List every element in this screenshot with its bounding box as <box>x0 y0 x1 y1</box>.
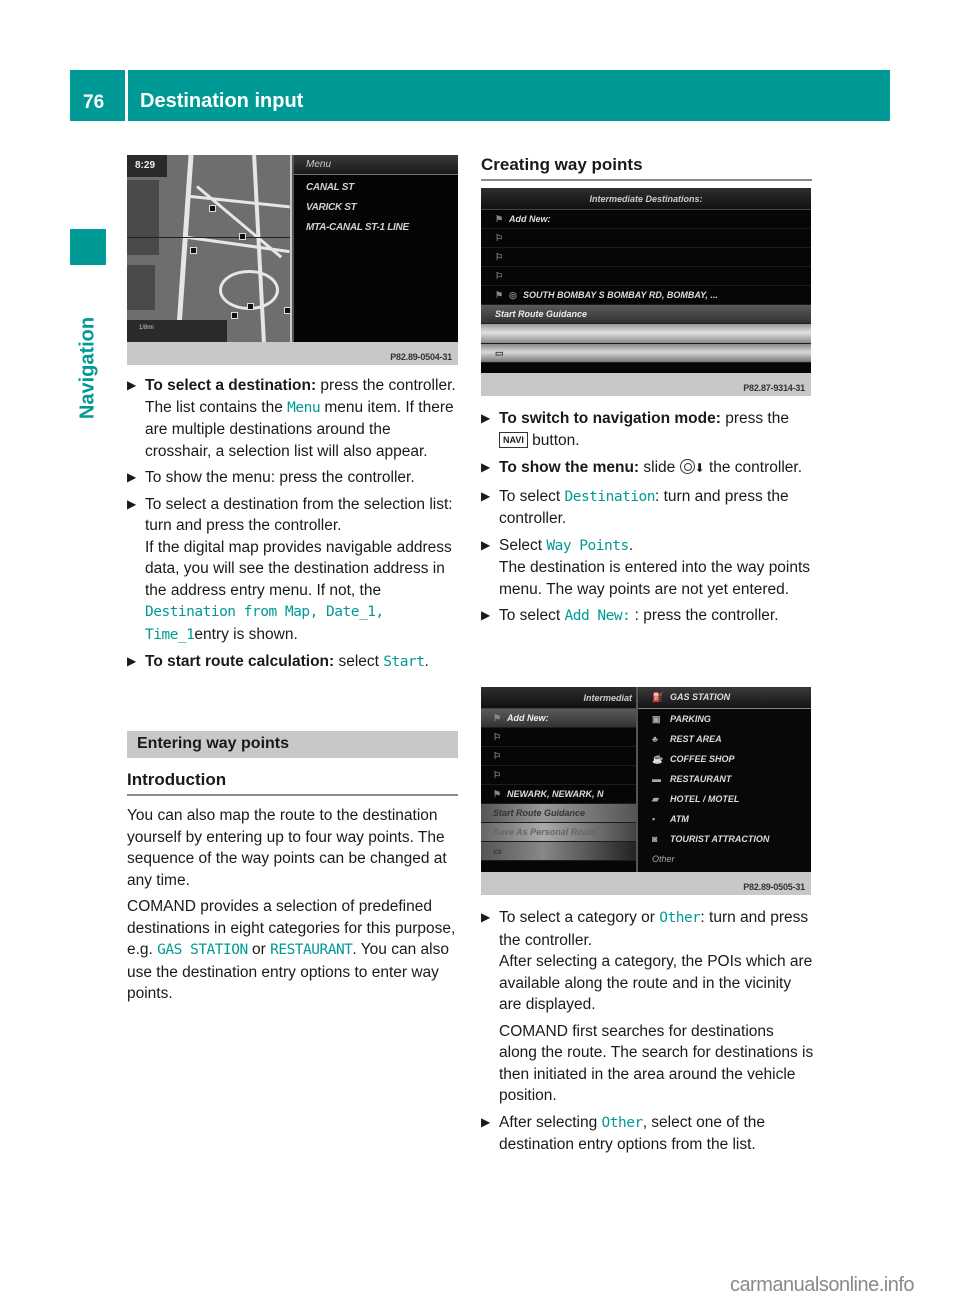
category-parking[interactable] <box>638 709 811 729</box>
instruction-step <box>481 605 814 628</box>
category-label: COFFEE SHOP <box>670 754 735 764</box>
instruction-step <box>127 375 460 462</box>
atm-icon: ▪ <box>652 814 656 824</box>
waypoint-icon: ⚐ <box>493 770 502 780</box>
left-column-steps <box>127 375 460 679</box>
instruction-step <box>481 907 814 1107</box>
category-label: REST AREA <box>670 734 722 744</box>
step-text: : press the controller. <box>630 607 779 624</box>
category-label: HOTEL / MOTEL <box>670 794 740 804</box>
waypoint-icon: ⚐ <box>493 751 502 761</box>
bullet-arrow-icon: ▶ <box>481 460 491 474</box>
step-detail: The destination is entered into the way points menu. The way points are not yet entered. <box>499 559 811 598</box>
step-text: , select one of the destination entry options from the list. <box>499 1113 766 1153</box>
bed-icon: ▰ <box>652 794 659 804</box>
screen-title: Intermediat <box>481 687 636 709</box>
step-text: . <box>628 536 634 554</box>
bullet-arrow-icon: ▶ <box>127 470 137 484</box>
intermediate-destinations-screenshot <box>481 188 811 396</box>
page-number: 76 <box>83 92 105 113</box>
step-text: To select a destination from the selection list: turn and press the controller. <box>145 495 453 534</box>
bullet-arrow-icon: ▶ <box>481 488 491 503</box>
watermark[interactable]: carmanualsonline.info <box>729 1274 914 1296</box>
step-text: press the controller. <box>316 377 456 394</box>
step-detail: COMAND first searches for destinations along the route. The search for destinations is then initiated in the area around the vehicle position. <box>499 1022 814 1104</box>
row-label: Start Route Guidance <box>493 808 586 818</box>
bullet-arrow-icon: ▶ <box>127 654 137 668</box>
instruction-step <box>481 457 814 480</box>
row-label: Save As Personal Route <box>493 827 597 837</box>
figure-code: P82.89-0504-31 <box>390 352 452 362</box>
step-label: To switch to navigation mode: <box>499 410 721 427</box>
destination-icon: ◎ <box>509 290 517 300</box>
paragraph: You can also map the route to the destination yourself by entering up to four way points. The sequence of the way points can be changed at any time. <box>127 807 447 889</box>
row-label: Start Route Guidance <box>495 309 588 319</box>
coffee-cup-icon: ☕ <box>652 754 664 764</box>
add-new-row[interactable] <box>481 709 636 728</box>
menu-item[interactable]: VARICK ST <box>306 202 357 213</box>
gas-pump-icon: ⛽ <box>652 692 664 702</box>
map-scale <box>127 320 227 342</box>
map-screenshot <box>127 155 458 365</box>
section-tab-marker <box>70 229 106 265</box>
menu-item[interactable]: MTA-CANAL ST-1 LINE <box>306 222 409 233</box>
category-label: GAS STATION <box>670 692 731 702</box>
step-text: To select <box>499 487 565 505</box>
waypoint-add-icon: ⚑ <box>493 713 502 723</box>
poi-categories-screenshot <box>481 687 811 895</box>
clock: 8:29 <box>127 155 167 177</box>
category-gas-station[interactable] <box>638 687 811 709</box>
save-personal-route-row[interactable] <box>481 823 636 842</box>
poi-icon <box>231 312 238 319</box>
instruction-step <box>127 467 460 489</box>
category-coffee-shop[interactable] <box>638 749 811 769</box>
display-term: Add New: <box>564 608 631 624</box>
bullet-arrow-icon: ▶ <box>481 1114 491 1129</box>
waypoint-add-icon: ⚑ <box>495 214 504 224</box>
poi-icon <box>284 307 290 314</box>
waypoint-icon: ⚐ <box>495 252 504 262</box>
page-title: Destination input <box>140 90 304 112</box>
navi-button-icon: NAVI <box>499 432 528 448</box>
category-rest-area[interactable] <box>638 729 811 749</box>
category-other[interactable] <box>638 849 811 869</box>
map-menu-panel <box>292 155 458 342</box>
section-tab-label: Navigation <box>76 316 99 420</box>
category-label: PARKING <box>670 714 711 724</box>
display-term: RESTAURANT <box>270 942 353 958</box>
step-text: : turn and press the controller. <box>499 487 789 527</box>
display-term: Destination from Map, Date_1, Time_1 <box>145 604 384 643</box>
waypoint-row[interactable] <box>481 229 811 248</box>
waypoint-row[interactable] <box>481 747 636 766</box>
figure-code: P82.87-9314-31 <box>743 383 805 393</box>
row-label: Add New: <box>509 214 551 224</box>
right-column-steps-lower <box>481 907 814 1161</box>
intro-text <box>127 805 460 1010</box>
folder-row[interactable] <box>481 344 811 363</box>
intermediate-destinations-screen <box>481 687 636 872</box>
category-label: RESTAURANT <box>670 774 732 784</box>
bullet-arrow-icon: ▶ <box>127 496 137 511</box>
waypoint-row[interactable] <box>481 248 811 267</box>
section-heading: Entering way points <box>127 731 458 758</box>
category-atm[interactable] <box>638 809 811 829</box>
poi-icon <box>209 205 216 212</box>
paragraph <box>127 896 460 1005</box>
controller-icon <box>680 459 695 474</box>
step-text: press the <box>720 410 789 427</box>
header-divider <box>125 70 128 121</box>
poi-category-list <box>636 687 811 872</box>
display-term: Other <box>601 1114 643 1131</box>
step-detail: menu item. If there are multiple destinations around the crosshair, a selection list will also appear. <box>145 398 454 460</box>
map-area <box>127 180 159 255</box>
waypoint-icon: ⚐ <box>495 271 504 281</box>
paragraph-text: . You can also use the destination entry options to enter way points. <box>127 941 449 1002</box>
add-new-row[interactable] <box>481 210 811 229</box>
step-text: select <box>334 653 384 670</box>
row-label: NEWARK, NEWARK, N <box>507 789 604 799</box>
display-term: Other <box>659 910 701 926</box>
poi-icon <box>190 247 197 254</box>
row-label: SOUTH BOMBAY S BOMBAY RD, BOMBAY, ... <box>523 290 718 300</box>
restaurant-icon: ▬ <box>652 774 661 784</box>
folder-row[interactable] <box>481 842 636 861</box>
step-text: To show the menu: press the controller. <box>145 469 415 486</box>
row-label: Add New: <box>507 713 549 723</box>
page-header <box>70 70 890 121</box>
step-text: Select <box>499 536 547 554</box>
step-detail: If the digital map provides navigable address data, you will see the destination address in the address entry menu. If not, the <box>145 538 452 599</box>
screen-title: Intermediate Destinations: <box>481 188 811 210</box>
step-text: button. <box>527 431 580 449</box>
crosshair <box>127 237 290 238</box>
intermediate-destinations-screen <box>481 188 811 373</box>
waypoint-row[interactable] <box>481 267 811 286</box>
menu-item[interactable]: CANAL ST <box>306 182 354 193</box>
waypoint-icon: ⚐ <box>493 732 502 742</box>
step-text: To select a category or <box>499 909 660 926</box>
category-label: Other <box>652 854 675 864</box>
bullet-arrow-icon: ▶ <box>127 378 137 392</box>
start-route-guidance-row[interactable] <box>481 305 811 324</box>
blank-row[interactable] <box>481 324 811 344</box>
display-term: Way Points <box>546 537 629 554</box>
waypoint-icon: ⚐ <box>495 233 504 243</box>
bullet-arrow-icon: ▶ <box>481 910 491 924</box>
step-label: To show the menu: <box>499 459 640 476</box>
waypoint-row[interactable] <box>481 728 636 747</box>
step-text: After selecting <box>499 1113 602 1131</box>
display-term: Destination <box>564 488 656 505</box>
slide-down-arrow-icon: ⬇ <box>694 461 705 475</box>
step-detail: The list contains the <box>145 398 288 416</box>
scale-label: 1/8mi <box>139 325 154 331</box>
destination-row[interactable] <box>481 785 636 804</box>
bullet-arrow-icon: ▶ <box>481 411 491 425</box>
instruction-step <box>481 535 814 601</box>
step-label: To start route calculation: <box>145 653 335 670</box>
step-text: slide <box>639 459 680 476</box>
instruction-step <box>127 494 460 647</box>
paragraph-text: COMAND provides a selection of predefined destinations in eight categories for this purpose, e.g. <box>127 898 456 958</box>
map-road <box>196 185 282 258</box>
map-road <box>187 195 290 209</box>
poi-icon <box>239 233 246 240</box>
instruction-step <box>127 651 460 674</box>
paragraph-text: or <box>247 941 271 958</box>
step-text: . <box>424 653 429 670</box>
step-text: the controller. <box>704 459 802 476</box>
instruction-step <box>481 408 814 451</box>
parking-icon: ▣ <box>652 714 661 724</box>
subheading: Creating way points <box>481 155 812 181</box>
category-restaurant[interactable] <box>638 769 811 789</box>
bullet-arrow-icon: ▶ <box>481 608 491 622</box>
folder-icon: ▭ <box>493 846 502 856</box>
map-view <box>127 155 290 342</box>
step-text: : turn and press the controller. <box>499 909 809 949</box>
category-hotel-motel[interactable] <box>638 789 811 809</box>
display-term: GAS STATION <box>157 942 248 958</box>
waypoint-row[interactable] <box>481 766 636 785</box>
right-column-steps <box>481 408 814 633</box>
step-detail: After selecting a category, the POIs which are available along the route and in the vicinity are displayed. <box>499 953 813 1013</box>
start-route-guidance-row[interactable] <box>481 804 636 823</box>
figure-code: P82.89-0505-31 <box>743 882 805 892</box>
subheading: Introduction <box>127 770 458 796</box>
flag-icon: ⚑ <box>493 789 502 799</box>
flag-icon: ⚑ <box>495 290 504 300</box>
bullet-arrow-icon: ▶ <box>481 537 491 552</box>
folder-icon: ▭ <box>495 348 504 358</box>
instruction-step <box>481 1112 814 1156</box>
destination-row[interactable] <box>481 286 811 305</box>
category-label: ATM <box>670 814 689 824</box>
category-label: TOURIST ATTRACTION <box>670 834 770 844</box>
camera-icon: ◙ <box>652 834 658 844</box>
category-tourist-attraction[interactable] <box>638 829 811 849</box>
poi-icon <box>247 303 254 310</box>
rest-area-icon: ♣ <box>652 734 658 744</box>
instruction-step <box>481 486 814 530</box>
map-area <box>127 265 155 310</box>
display-term: Start <box>383 654 425 670</box>
display-term: Menu <box>287 399 321 416</box>
step-text: To select <box>499 607 565 624</box>
menu-title[interactable]: Menu <box>294 155 458 175</box>
step-detail: entry is shown. <box>194 625 298 643</box>
step-label: To select a destination: <box>145 377 317 394</box>
